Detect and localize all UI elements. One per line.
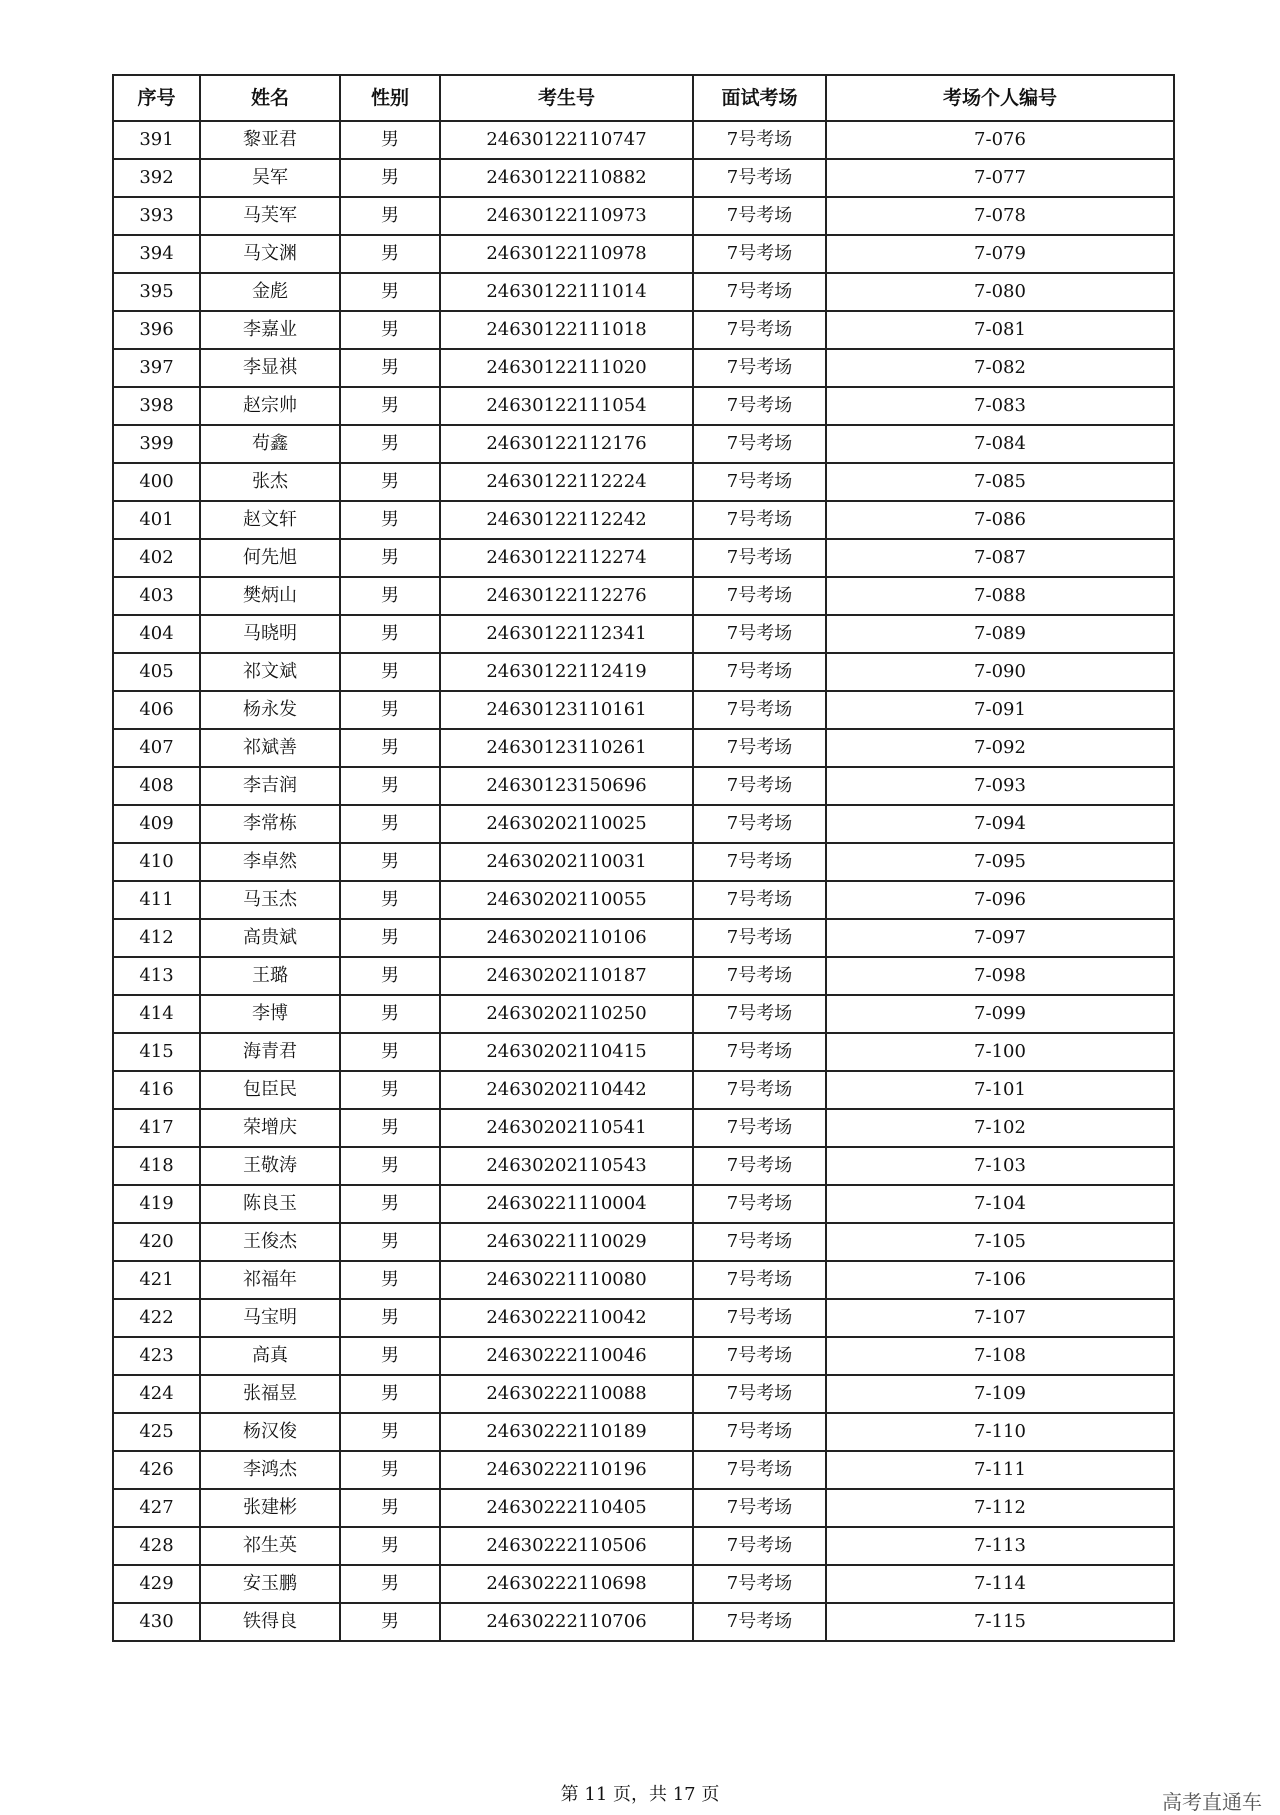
cell-gender: 男 [340,1071,440,1109]
cell-room-personal-number: 7-081 [826,311,1174,349]
cell-room-personal-number: 7-096 [826,881,1174,919]
watermark-logo-text: 高考直通车 [1162,1790,1262,1814]
cell-exam-number: 24630222110189 [440,1413,693,1451]
cell-room-personal-number: 7-095 [826,843,1174,881]
cell-interview-room: 7号考场 [693,1565,826,1603]
cell-room-personal-number: 7-111 [826,1451,1174,1489]
table-row [113,1527,1174,1565]
cell-name: 吴军 [200,159,340,197]
cell-name: 高真 [200,1337,340,1375]
cell-name: 陈良玉 [200,1185,340,1223]
header-name: 姓名 [200,75,340,121]
cell-exam-number: 24630222110088 [440,1375,693,1413]
cell-name: 马芙军 [200,197,340,235]
cell-exam-number: 24630202110250 [440,995,693,1033]
cell-exam-number: 24630222110698 [440,1565,693,1603]
cell-interview-room: 7号考场 [693,653,826,691]
cell-exam-number: 24630222110042 [440,1299,693,1337]
cell-interview-room: 7号考场 [693,1413,826,1451]
table-row [113,691,1174,729]
cell-exam-number: 24630122110978 [440,235,693,273]
cell-exam-number: 24630122112341 [440,615,693,653]
cell-name: 苟鑫 [200,425,340,463]
cell-room-personal-number: 7-088 [826,577,1174,615]
cell-interview-room: 7号考场 [693,1261,826,1299]
cell-gender: 男 [340,1147,440,1185]
table-row [113,1603,1174,1641]
cell-gender: 男 [340,995,440,1033]
cell-seq: 418 [113,1147,200,1185]
cell-exam-number: 24630222110506 [440,1527,693,1565]
cell-exam-number: 24630122110973 [440,197,693,235]
table-row [113,1261,1174,1299]
cell-name: 杨永发 [200,691,340,729]
table-row [113,805,1174,843]
cell-room-personal-number: 7-076 [826,121,1174,159]
cell-seq: 395 [113,273,200,311]
cell-room-personal-number: 7-093 [826,767,1174,805]
cell-seq: 391 [113,121,200,159]
cell-seq: 414 [113,995,200,1033]
cell-interview-room: 7号考场 [693,273,826,311]
cell-interview-room: 7号考场 [693,1109,826,1147]
cell-interview-room: 7号考场 [693,767,826,805]
cell-gender: 男 [340,767,440,805]
cell-seq: 402 [113,539,200,577]
cell-name: 海青君 [200,1033,340,1071]
table-row [113,919,1174,957]
cell-exam-number: 24630221110080 [440,1261,693,1299]
cell-seq: 400 [113,463,200,501]
cell-gender: 男 [340,919,440,957]
cell-seq: 424 [113,1375,200,1413]
cell-seq: 396 [113,311,200,349]
table-row [113,615,1174,653]
cell-exam-number: 24630123110261 [440,729,693,767]
cell-interview-room: 7号考场 [693,1033,826,1071]
cell-name: 高贵斌 [200,919,340,957]
cell-seq: 430 [113,1603,200,1641]
cell-gender: 男 [340,425,440,463]
cell-gender: 男 [340,1337,440,1375]
cell-room-personal-number: 7-086 [826,501,1174,539]
cell-room-personal-number: 7-106 [826,1261,1174,1299]
cell-gender: 男 [340,311,440,349]
cell-gender: 男 [340,1489,440,1527]
cell-room-personal-number: 7-092 [826,729,1174,767]
cell-seq: 409 [113,805,200,843]
cell-gender: 男 [340,387,440,425]
table-row [113,1033,1174,1071]
cell-exam-number: 24630202110541 [440,1109,693,1147]
cell-room-personal-number: 7-085 [826,463,1174,501]
header-gender: 性别 [340,75,440,121]
cell-name: 马晓明 [200,615,340,653]
cell-interview-room: 7号考场 [693,1603,826,1641]
cell-room-personal-number: 7-099 [826,995,1174,1033]
cell-seq: 407 [113,729,200,767]
cell-interview-room: 7号考场 [693,121,826,159]
cell-interview-room: 7号考场 [693,463,826,501]
cell-exam-number: 24630122110882 [440,159,693,197]
cell-name: 王俊杰 [200,1223,340,1261]
cell-name: 金彪 [200,273,340,311]
cell-exam-number: 24630222110706 [440,1603,693,1641]
table-row [113,1299,1174,1337]
cell-interview-room: 7号考场 [693,539,826,577]
cell-exam-number: 24630122111054 [440,387,693,425]
table-row [113,1451,1174,1489]
cell-room-personal-number: 7-108 [826,1337,1174,1375]
cell-exam-number: 24630122111018 [440,311,693,349]
table-row [113,881,1174,919]
cell-room-personal-number: 7-087 [826,539,1174,577]
cell-name: 樊炳山 [200,577,340,615]
table-row [113,1071,1174,1109]
cell-name: 马宝明 [200,1299,340,1337]
cell-exam-number: 24630122112176 [440,425,693,463]
cell-name: 祁福年 [200,1261,340,1299]
cell-gender: 男 [340,1603,440,1641]
cell-gender: 男 [340,349,440,387]
cell-room-personal-number: 7-080 [826,273,1174,311]
table-row [113,1109,1174,1147]
cell-exam-number: 24630222110405 [440,1489,693,1527]
table-row [113,843,1174,881]
cell-room-personal-number: 7-094 [826,805,1174,843]
cell-exam-number: 24630122112224 [440,463,693,501]
cell-interview-room: 7号考场 [693,1223,826,1261]
cell-name: 铁得良 [200,1603,340,1641]
cell-gender: 男 [340,1413,440,1451]
cell-name: 包臣民 [200,1071,340,1109]
cell-room-personal-number: 7-105 [826,1223,1174,1261]
page-number: 第 11 页，共 17 页 [560,1784,720,1805]
cell-seq: 399 [113,425,200,463]
cell-seq: 422 [113,1299,200,1337]
table-row [113,1223,1174,1261]
cell-exam-number: 24630222110196 [440,1451,693,1489]
cell-seq: 426 [113,1451,200,1489]
cell-name: 王敬涛 [200,1147,340,1185]
cell-name: 王璐 [200,957,340,995]
cell-seq: 404 [113,615,200,653]
cell-gender: 男 [340,463,440,501]
cell-gender: 男 [340,1033,440,1071]
cell-room-personal-number: 7-090 [826,653,1174,691]
cell-gender: 男 [340,577,440,615]
table-row [113,273,1174,311]
cell-room-personal-number: 7-079 [826,235,1174,273]
cell-seq: 419 [113,1185,200,1223]
cell-exam-number: 24630122112274 [440,539,693,577]
cell-seq: 408 [113,767,200,805]
cell-name: 李吉润 [200,767,340,805]
table-row [113,1147,1174,1185]
cell-interview-room: 7号考场 [693,1147,826,1185]
cell-gender: 男 [340,805,440,843]
cell-name: 张杰 [200,463,340,501]
cell-exam-number: 24630202110442 [440,1071,693,1109]
cell-name: 李常栋 [200,805,340,843]
cell-exam-number: 24630123110161 [440,691,693,729]
cell-room-personal-number: 7-097 [826,919,1174,957]
cell-name: 李鸿杰 [200,1451,340,1489]
cell-name: 马文渊 [200,235,340,273]
cell-gender: 男 [340,653,440,691]
table-row [113,501,1174,539]
cell-name: 赵宗帅 [200,387,340,425]
cell-gender: 男 [340,235,440,273]
cell-seq: 406 [113,691,200,729]
cell-gender: 男 [340,1299,440,1337]
cell-seq: 392 [113,159,200,197]
cell-exam-number: 24630202110025 [440,805,693,843]
cell-gender: 男 [340,121,440,159]
cell-seq: 421 [113,1261,200,1299]
cell-room-personal-number: 7-098 [826,957,1174,995]
table-row [113,767,1174,805]
cell-exam-number: 24630122111014 [440,273,693,311]
cell-gender: 男 [340,691,440,729]
cell-interview-room: 7号考场 [693,691,826,729]
cell-exam-number: 24630122112276 [440,577,693,615]
cell-interview-room: 7号考场 [693,995,826,1033]
cell-gender: 男 [340,1109,440,1147]
cell-exam-number: 24630202110055 [440,881,693,919]
table-row [113,159,1174,197]
cell-room-personal-number: 7-103 [826,1147,1174,1185]
cell-exam-number: 24630202110106 [440,919,693,957]
cell-name: 李显祺 [200,349,340,387]
cell-name: 张建彬 [200,1489,340,1527]
table-row [113,577,1174,615]
cell-interview-room: 7号考场 [693,957,826,995]
cell-gender: 男 [340,615,440,653]
cell-exam-number: 24630123150696 [440,767,693,805]
table-row [113,1337,1174,1375]
cell-seq: 401 [113,501,200,539]
cell-name: 荣增庆 [200,1109,340,1147]
table-row [113,1413,1174,1451]
header-seq: 序号 [113,75,200,121]
cell-seq: 403 [113,577,200,615]
cell-name: 李博 [200,995,340,1033]
cell-exam-number: 24630202110187 [440,957,693,995]
cell-room-personal-number: 7-089 [826,615,1174,653]
cell-gender: 男 [340,957,440,995]
header-interview-room: 面试考场 [693,75,826,121]
cell-exam-number: 24630122110747 [440,121,693,159]
cell-name: 祁生英 [200,1527,340,1565]
cell-seq: 412 [113,919,200,957]
cell-gender: 男 [340,1451,440,1489]
cell-room-personal-number: 7-100 [826,1033,1174,1071]
cell-room-personal-number: 7-102 [826,1109,1174,1147]
cell-exam-number: 24630202110031 [440,843,693,881]
cell-seq: 423 [113,1337,200,1375]
cell-seq: 413 [113,957,200,995]
table-row [113,1185,1174,1223]
table-row [113,995,1174,1033]
cell-seq: 405 [113,653,200,691]
cell-name: 祁文斌 [200,653,340,691]
table-row [113,311,1174,349]
cell-name: 张福昱 [200,1375,340,1413]
table-row [113,653,1174,691]
cell-name: 何先旭 [200,539,340,577]
table-row [113,387,1174,425]
cell-gender: 男 [340,1261,440,1299]
cell-interview-room: 7号考场 [693,349,826,387]
cell-gender: 男 [340,273,440,311]
cell-interview-room: 7号考场 [693,843,826,881]
cell-gender: 男 [340,197,440,235]
cell-interview-room: 7号考场 [693,1071,826,1109]
cell-seq: 397 [113,349,200,387]
cell-exam-number: 24630222110046 [440,1337,693,1375]
cell-room-personal-number: 7-104 [826,1185,1174,1223]
cell-name: 李嘉业 [200,311,340,349]
cell-seq: 416 [113,1071,200,1109]
cell-exam-number: 24630202110415 [440,1033,693,1071]
table-row [113,1565,1174,1603]
cell-room-personal-number: 7-112 [826,1489,1174,1527]
cell-room-personal-number: 7-082 [826,349,1174,387]
header-exam-number: 考生号 [440,75,693,121]
cell-exam-number: 24630202110543 [440,1147,693,1185]
cell-room-personal-number: 7-101 [826,1071,1174,1109]
cell-interview-room: 7号考场 [693,159,826,197]
cell-seq: 425 [113,1413,200,1451]
cell-interview-room: 7号考场 [693,311,826,349]
cell-gender: 男 [340,1565,440,1603]
cell-interview-room: 7号考场 [693,1375,826,1413]
cell-gender: 男 [340,501,440,539]
table-row [113,121,1174,159]
table-row [113,539,1174,577]
cell-room-personal-number: 7-077 [826,159,1174,197]
cell-interview-room: 7号考场 [693,1527,826,1565]
cell-room-personal-number: 7-115 [826,1603,1174,1641]
cell-interview-room: 7号考场 [693,577,826,615]
cell-seq: 411 [113,881,200,919]
cell-seq: 393 [113,197,200,235]
cell-room-personal-number: 7-114 [826,1565,1174,1603]
header-room-personal-number: 考场个人编号 [826,75,1174,121]
cell-seq: 427 [113,1489,200,1527]
cell-interview-room: 7号考场 [693,729,826,767]
table-row [113,1375,1174,1413]
cell-name: 赵文轩 [200,501,340,539]
cell-seq: 410 [113,843,200,881]
cell-room-personal-number: 7-084 [826,425,1174,463]
table-body [113,121,1174,1641]
cell-room-personal-number: 7-091 [826,691,1174,729]
cell-interview-room: 7号考场 [693,387,826,425]
cell-interview-room: 7号考场 [693,235,826,273]
table-header-row [113,75,1174,121]
cell-name: 黎亚君 [200,121,340,159]
cell-interview-room: 7号考场 [693,615,826,653]
cell-interview-room: 7号考场 [693,1299,826,1337]
table-row [113,425,1174,463]
cell-gender: 男 [340,843,440,881]
table-row [113,463,1174,501]
cell-seq: 420 [113,1223,200,1261]
cell-gender: 男 [340,729,440,767]
cell-exam-number: 24630122112419 [440,653,693,691]
cell-exam-number: 24630221110029 [440,1223,693,1261]
cell-interview-room: 7号考场 [693,197,826,235]
cell-interview-room: 7号考场 [693,501,826,539]
cell-room-personal-number: 7-109 [826,1375,1174,1413]
cell-name: 马玉杰 [200,881,340,919]
table-row [113,197,1174,235]
cell-interview-room: 7号考场 [693,1489,826,1527]
cell-interview-room: 7号考场 [693,1337,826,1375]
cell-seq: 398 [113,387,200,425]
cell-room-personal-number: 7-078 [826,197,1174,235]
cell-seq: 417 [113,1109,200,1147]
table-row [113,729,1174,767]
cell-seq: 429 [113,1565,200,1603]
cell-gender: 男 [340,1375,440,1413]
cell-gender: 男 [340,539,440,577]
candidate-table [112,74,1175,1642]
cell-gender: 男 [340,1185,440,1223]
table-row [113,349,1174,387]
table-row [113,957,1174,995]
cell-seq: 415 [113,1033,200,1071]
cell-gender: 男 [340,159,440,197]
cell-room-personal-number: 7-110 [826,1413,1174,1451]
cell-seq: 394 [113,235,200,273]
table-row [113,1489,1174,1527]
table-row [113,235,1174,273]
cell-seq: 428 [113,1527,200,1565]
cell-interview-room: 7号考场 [693,881,826,919]
cell-exam-number: 24630122111020 [440,349,693,387]
cell-name: 李卓然 [200,843,340,881]
cell-interview-room: 7号考场 [693,425,826,463]
cell-exam-number: 24630221110004 [440,1185,693,1223]
cell-room-personal-number: 7-083 [826,387,1174,425]
cell-name: 安玉鹏 [200,1565,340,1603]
cell-room-personal-number: 7-107 [826,1299,1174,1337]
cell-interview-room: 7号考场 [693,919,826,957]
cell-gender: 男 [340,881,440,919]
cell-interview-room: 7号考场 [693,1451,826,1489]
cell-gender: 男 [340,1223,440,1261]
cell-interview-room: 7号考场 [693,1185,826,1223]
cell-gender: 男 [340,1527,440,1565]
cell-name: 杨汉俊 [200,1413,340,1451]
cell-interview-room: 7号考场 [693,805,826,843]
cell-exam-number: 24630122112242 [440,501,693,539]
cell-name: 祁斌善 [200,729,340,767]
cell-room-personal-number: 7-113 [826,1527,1174,1565]
